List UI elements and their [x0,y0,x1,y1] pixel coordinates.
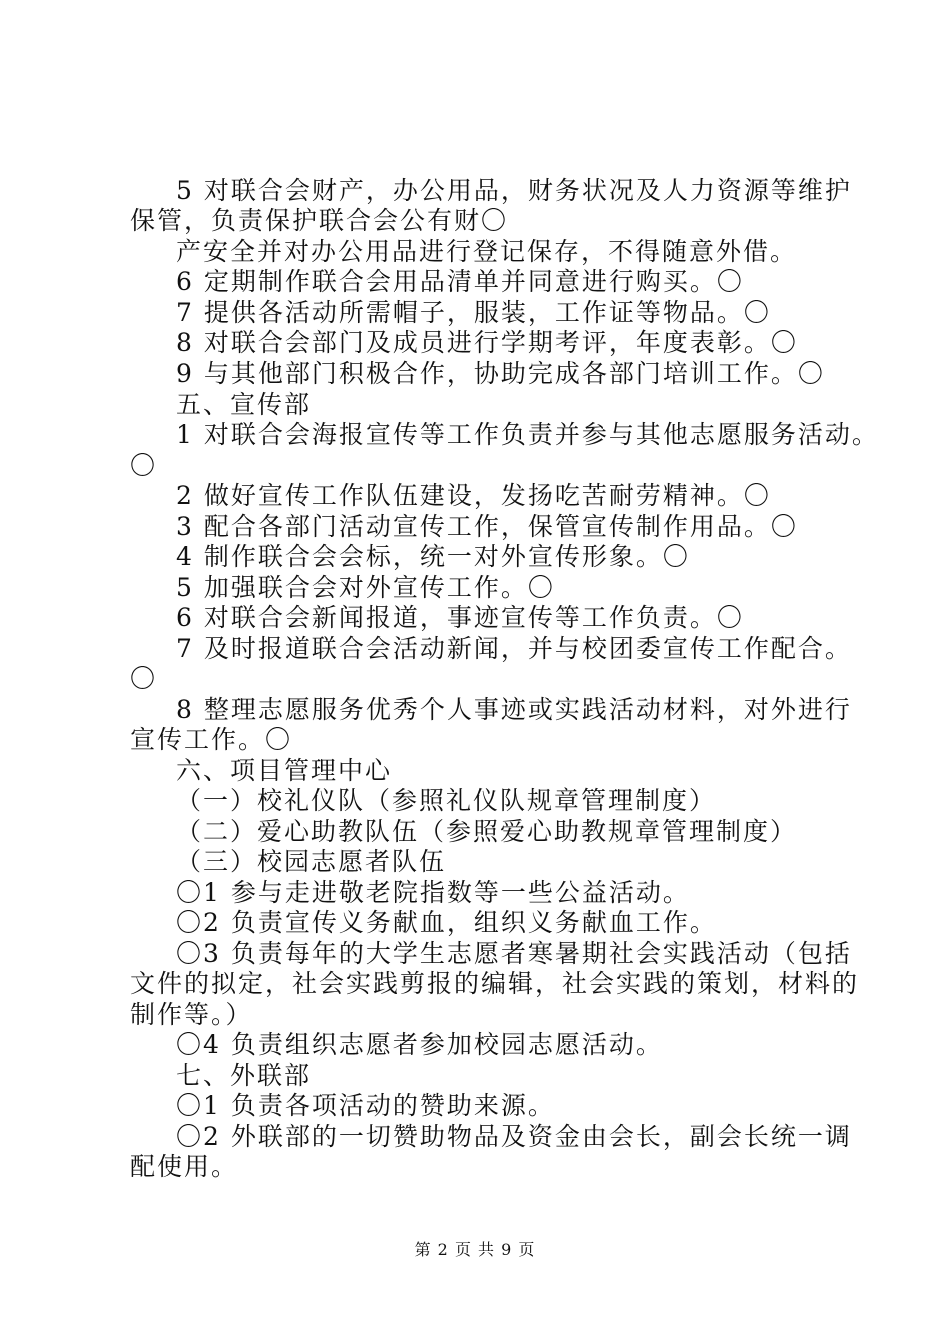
text-line: （一）校礼仪队（参照礼仪队规章管理制度） [176,786,717,815]
text-line: 5 加强联合会对外宣传工作。〇 [176,573,555,602]
text-line: 〇3 负责每年的大学生志愿者寒暑期社会实践活动（包括 [176,939,852,968]
text-line: 〇 [130,451,158,480]
text-line: （三）校园志愿者队伍 [176,847,447,876]
text-line: 宣传工作。〇 [130,725,293,754]
section-heading: 六、项目管理中心 [176,756,393,785]
text-line: 8 对联合会部门及成员进行学期考评，年度表彰。〇 [176,328,798,357]
text-line: 2 做好宣传工作队伍建设，发扬吃苦耐劳精神。〇 [176,481,771,510]
text-line: 7 及时报道联合会活动新闻，并与校团委宣传工作配合。 [176,634,852,663]
text-line: 〇2 外联部的一切赞助物品及资金由会长，副会长统一调 [176,1122,852,1151]
text-line: 6 定期制作联合会用品清单并同意进行购买。〇 [176,267,744,296]
text-line: 制作等。） [130,1000,253,1029]
text-line: 〇1 参与走进敬老院指数等一些公益活动。 [176,878,690,907]
text-line: 文件的拟定，社会实践剪报的编辑，社会实践的策划，材料的 [130,969,860,998]
text-line: 9 与其他部门积极合作，协助完成各部门培训工作。〇 [176,359,825,388]
text-line: 7 提供各活动所需帽子，服装，工作证等物品。〇 [176,298,771,327]
text-line: 3 配合各部门活动宣传工作，保管宣传制作用品。〇 [176,512,798,541]
text-line: 产安全并对办公用品进行登记保存，不得随意外借。 [176,237,798,266]
text-line: 6 对联合会新闻报道，事迹宣传等工作负责。〇 [176,603,744,632]
page-footer: 第 2 页 共 9 页 [414,1240,536,1259]
text-line: 1 对联合会海报宣传等工作负责并参与其他志愿服务活动。 [176,420,879,449]
text-line: 〇4 负责组织志愿者参加校园志愿活动。 [176,1030,663,1059]
section-heading: 五、宣传部 [176,390,312,419]
text-line: 8 整理志愿服务优秀个人事迹或实践活动材料，对外进行 [176,695,852,724]
text-line: （二）爱心助教队伍（参照爱心助教规章管理制度） [176,817,798,846]
text-line: 配使用。 [130,1152,239,1181]
text-line: 〇1 负责各项活动的赞助来源。 [176,1091,555,1120]
text-line: 5 对联合会财产，办公用品，财务状况及人力资源等维护 [176,176,852,205]
text-line: 保管，负责保护联合会公有财〇 [130,206,509,235]
section-heading: 七、外联部 [176,1061,312,1090]
text-line: 4 制作联合会会标，统一对外宣传形象。〇 [176,542,690,571]
text-line: 〇2 负责宣传义务献血，组织义务献血工作。 [176,908,717,937]
text-line: 〇 [130,664,158,693]
